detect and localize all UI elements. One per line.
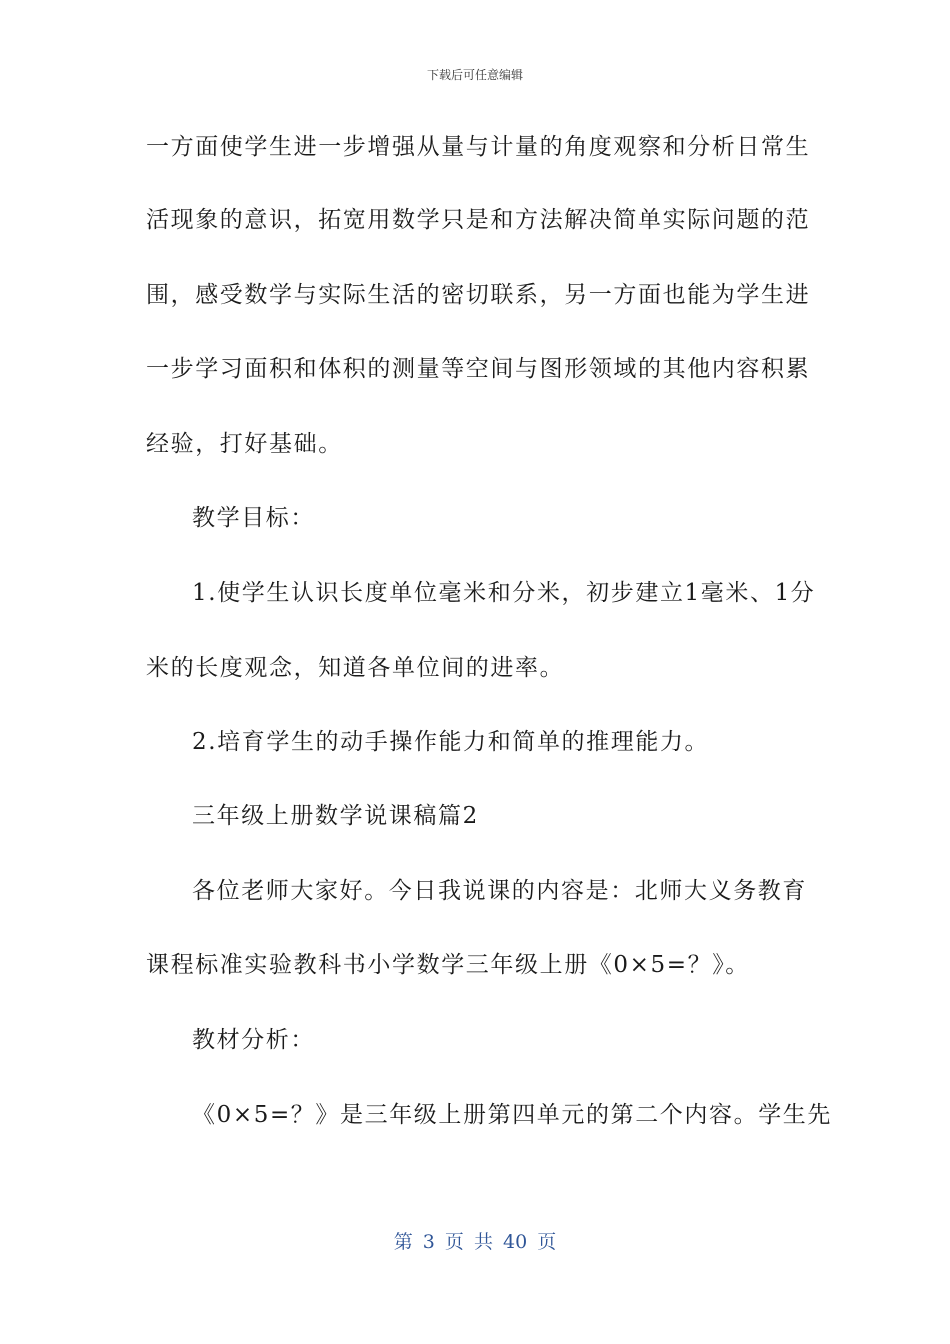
paragraph-line: 经验，打好基础。 [146,431,343,457]
paragraph-line: 课程标准实验教科书小学数学三年级上册《0×5=？》。 [146,952,750,978]
section-heading: 教学目标： [192,505,315,531]
page-header: 下载后可任意编辑 [426,68,523,82]
paragraph-line: 围，感受数学与实际生活的密切联系，另一方面也能为学生进 [146,282,811,308]
page-number-footer: 第 3 页 共 40 页 [393,1231,557,1253]
paragraph-line: 一方面使学生进一步增强从量与计量的角度观察和分析日常生 [146,134,811,160]
paragraph-line: 2.培育学生的动手操作能力和简单的推理能力。 [192,729,710,755]
section-title: 三年级上册数学说课稿篇2 [192,803,479,829]
paragraph-line: 米的长度观念，知道各单位间的进率。 [146,655,565,681]
paragraph-line: 各位老师大家好。今日我说课的内容是：北师大义务教育 [192,878,807,904]
paragraph-line: 《0×5=？》是三年级上册第四单元的第二个内容。学生先 [192,1102,833,1128]
paragraph-line: 1.使学生认识长度单位毫米和分米，初步建立1毫米、1分 [192,580,816,606]
section-heading: 教材分析： [192,1027,315,1053]
paragraph-line: 活现象的意识，拓宽用数学只是和方法解决简单实际问题的范 [146,207,811,233]
paragraph-line: 一步学习面积和体积的测量等空间与图形领域的其他内容积累 [146,356,811,382]
